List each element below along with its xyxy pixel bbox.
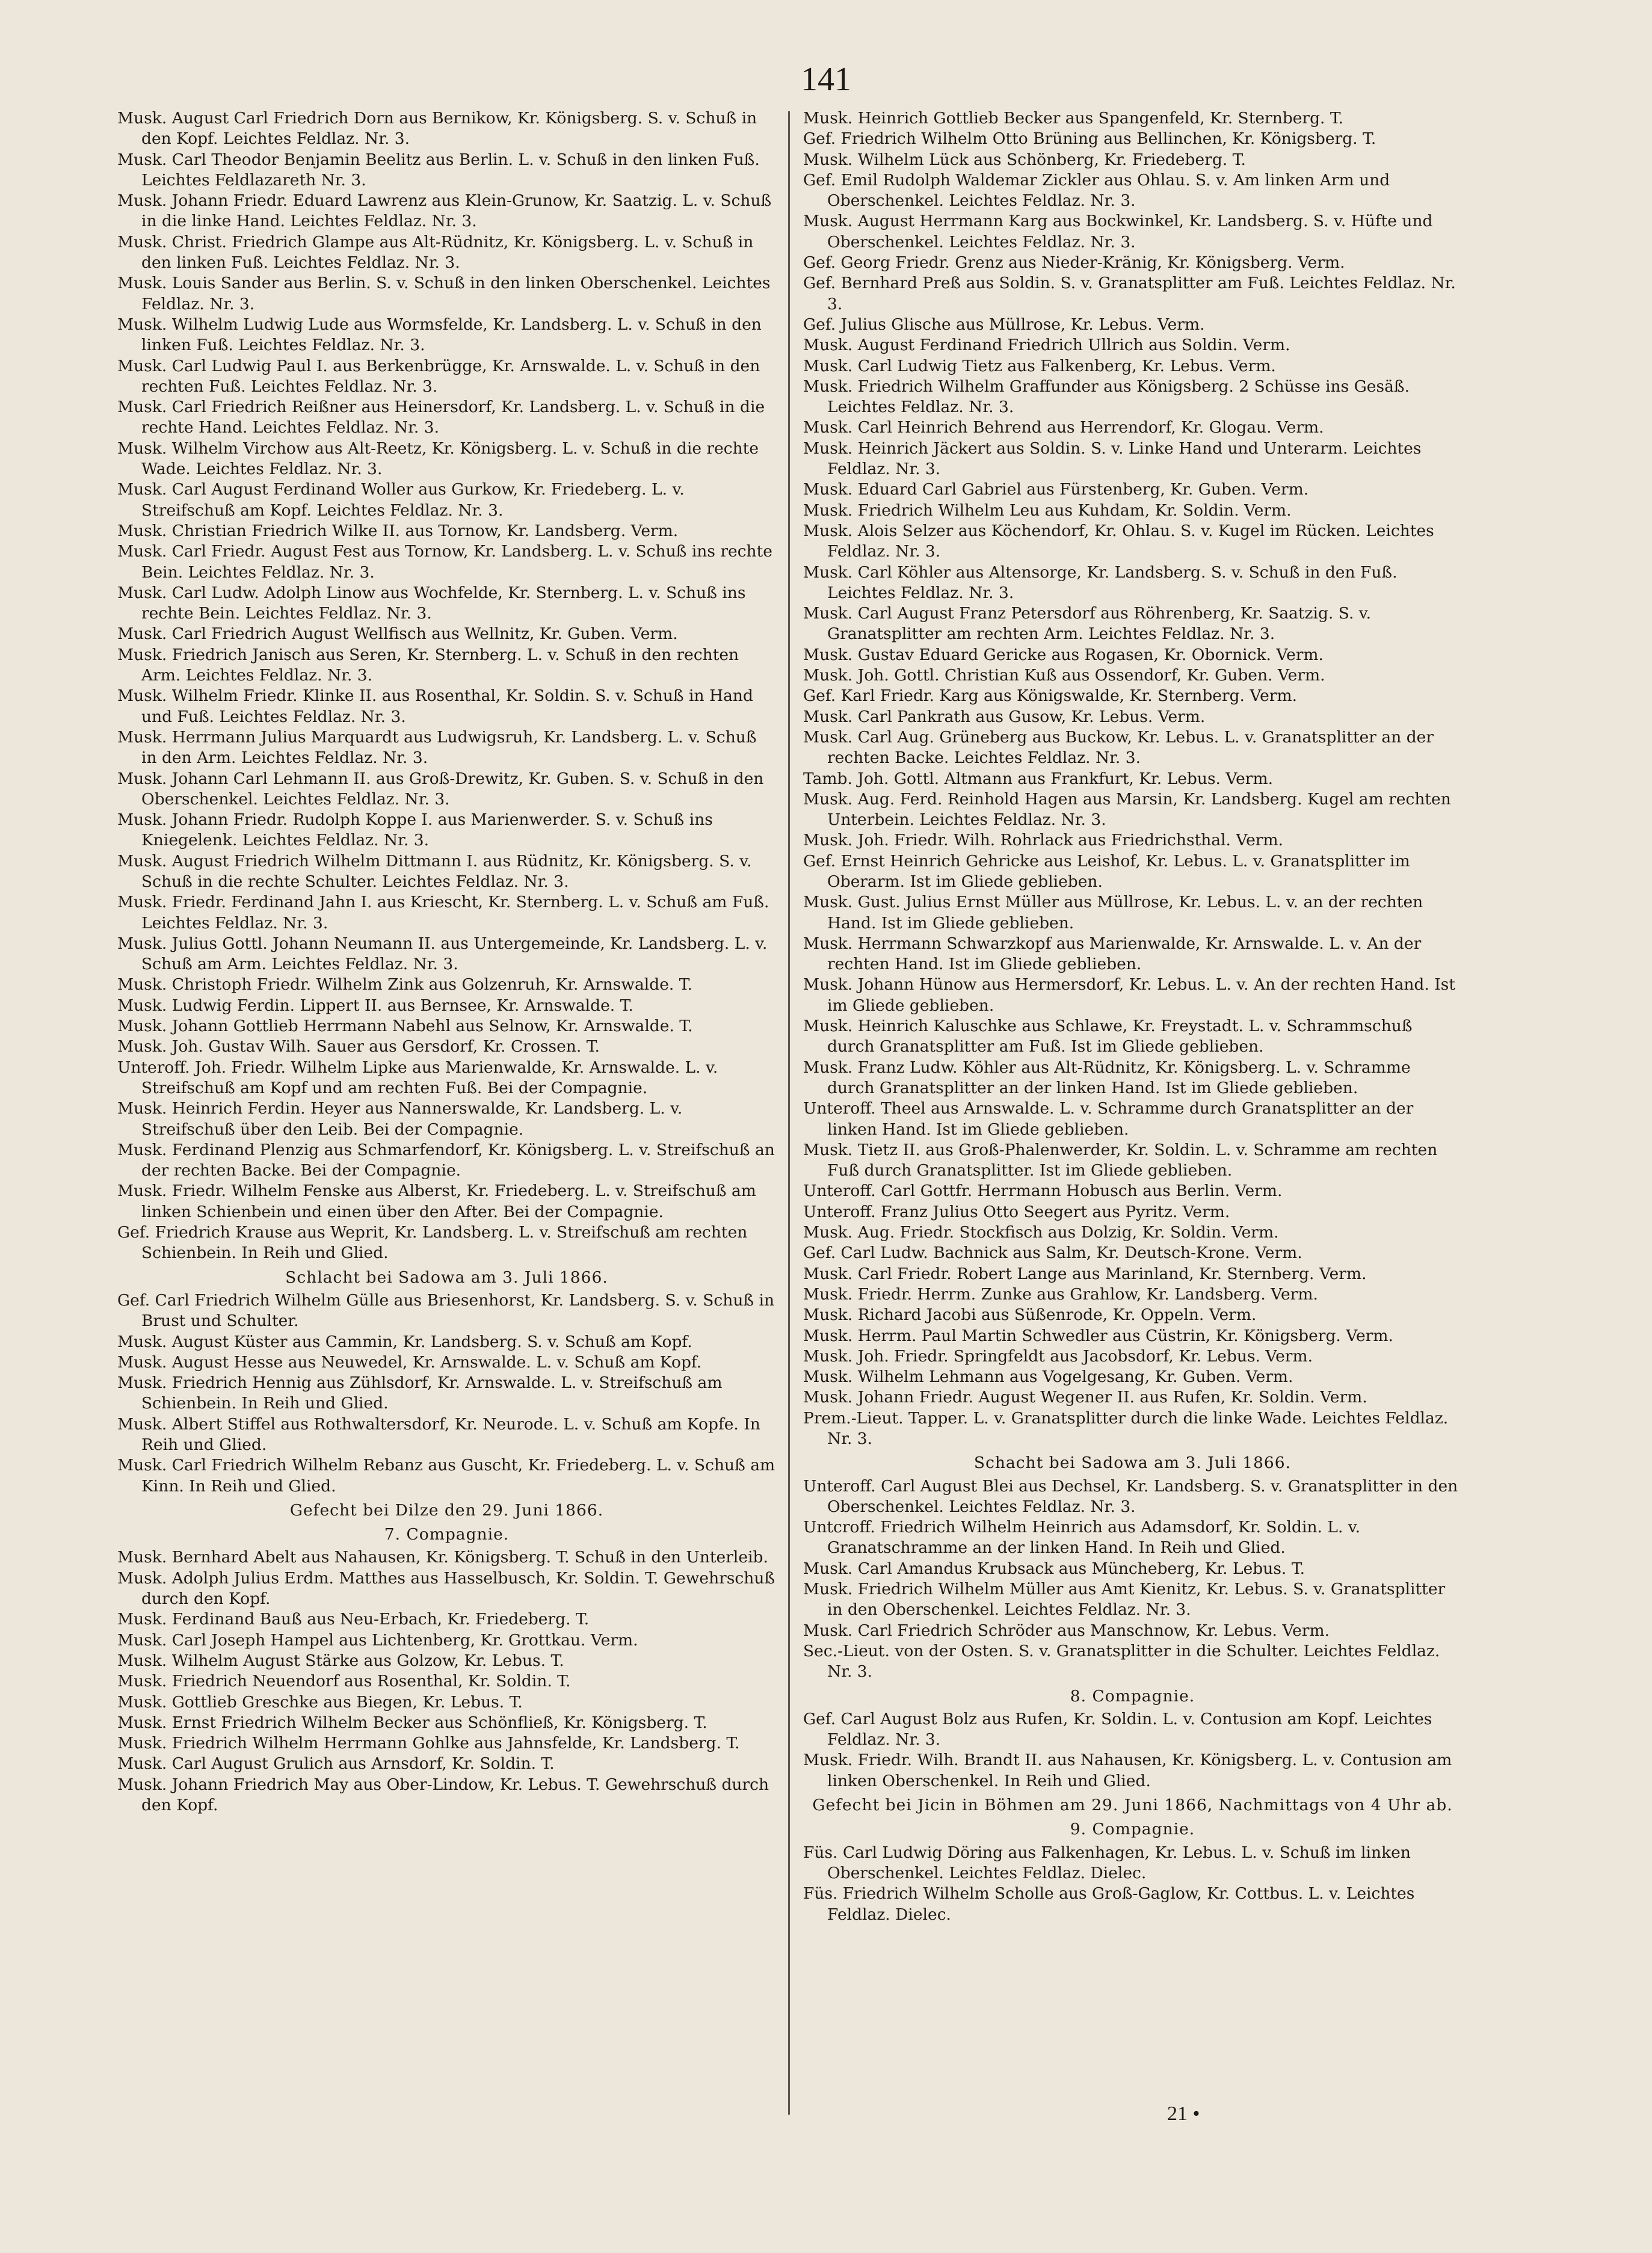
casualty-entry: Musk. Carl August Grulich aus Arnsdorf, Kr. Soldin. T.: [117, 1754, 555, 1774]
casualty-entry: Sec.-Lieut. von der Osten. S. v. Granatsplitter in die Schulter. Leichtes Feldlaz. Nr. 3.: [803, 1641, 1440, 1681]
casualty-entry: Musk. Franz Ludw. Köhler aus Alt-Rüdnitz, Kr. Königsberg. L. v. Schramme durch Granatsplitter an der linken Hand. Ist im Gliede geblieben.: [803, 1058, 1411, 1097]
casualty-entry: Gef. Julius Glische aus Müllrose, Kr. Lebus. Verm.: [803, 315, 1205, 334]
casualty-entry: Musk. Carl Aug. Grüneberg aus Buckow, Kr. Lebus. L. v. Granatsplitter an der rechten Backe. Leichtes Feldlaz. Nr. 3.: [803, 727, 1434, 768]
casualty-entry: Musk. Friedrich Hennig aus Zühlsdorf, Kr. Arnswalde. L. v. Streifschuß am Schienbein. In Reih und Glied.: [117, 1373, 723, 1413]
section-heading: 7. Compagnie.: [384, 1525, 510, 1544]
casualty-entry: Musk. August Friedrich Wilhelm Dittmann I. aus Rüdnitz, Kr. Königsberg. S. v. Schuß in die rechte Schulter. Leichtes Feldlaz. Nr. 3.: [117, 851, 752, 891]
casualty-entry: Gef. Ernst Heinrich Gehricke aus Leishof, Kr. Lebus. L. v. Granatsplitter im Oberarm. Ist im Gliede geblieben.: [803, 851, 1410, 891]
section-heading: 9. Compagnie.: [1070, 1820, 1195, 1839]
casualty-entry: Musk. Ferdinand Plenzig aus Schmarfendorf, Kr. Königsberg. L. v. Streifschuß an der rechten Backe. Bei der Compagnie.: [117, 1140, 775, 1180]
casualty-entry: Untcroff. Friedrich Wilhelm Heinrich aus Adamsdorf, Kr. Soldin. L. v. Granatschramme an der linken Hand. In Reih und Glied.: [803, 1518, 1361, 1558]
casualty-entry: Musk. Tietz II. aus Groß-Phalenwerder, Kr. Soldin. L. v. Schramme am rechten Fuß durch Granatsplitter. Ist im Gliede geblieben.: [803, 1140, 1438, 1180]
casualty-entry: Musk. Friedr. Wilh. Brandt II. aus Nahausen, Kr. Königsberg. L. v. Contusion am linken Oberschenkel. In Reih und Glied.: [803, 1751, 1452, 1790]
casualty-entry: Musk. Julius Gottl. Johann Neumann II. aus Untergemeinde, Kr. Landsberg. L. v. Schuß am Arm. Leichtes Feldlaz. Nr. 3.: [117, 934, 768, 974]
casualty-entry: Musk. Carl Joseph Hampel aus Lichtenberg, Kr. Grottkau. Verm.: [117, 1630, 638, 1650]
casualty-entry: Musk. Ernst Friedrich Wilhelm Becker aus Schönfließ, Kr. Königsberg. T.: [117, 1713, 707, 1732]
casualty-entry: Füs. Friedrich Wilhelm Scholle aus Groß-Gaglow, Kr. Cottbus. L. v. Leichtes Feldlaz. Dielec.: [803, 1884, 1415, 1924]
casualty-entry: Musk. Herrmann Julius Marquardt aus Ludwigsruh, Kr. Landsberg. L. v. Schuß in den Arm. Leichtes Feldlaz. Nr. 3.: [117, 727, 757, 768]
page-number: 141: [801, 61, 851, 98]
casualty-entry: Musk. Friedrich Neuendorf aus Rosenthal, Kr. Soldin. T.: [117, 1672, 571, 1691]
casualty-entry: Musk. Adolph Julius Erdm. Matthes aus Hasselbusch, Kr. Soldin. T. Gewehrschuß durch den Kopf.: [117, 1568, 775, 1609]
casualty-entry: Musk. Carl Friedr. Robert Lange aus Marinland, Kr. Sternberg. Verm.: [803, 1264, 1367, 1283]
casualty-entry: Unteroff. Carl Gottfr. Herrmann Hobusch aus Berlin. Verm.: [803, 1182, 1283, 1201]
casualty-entry: Musk. Carl Friedrich Reißner aus Heinersdorf, Kr. Landsberg. L. v. Schuß in die rechte Hand. Leichtes Feldlaz. Nr. 3.: [117, 398, 765, 437]
casualty-entry: Musk. Carl Ludw. Adolph Linow aus Wochfelde, Kr. Sternberg. L. v. Schuß ins rechte Bein. Leichtes Feldlaz. Nr. 3.: [117, 583, 746, 623]
casualty-entry: Musk. Joh. Friedr. Wilh. Rohrlack aus Friedrichsthal. Verm.: [803, 831, 1284, 850]
casualty-entry: Musk. Louis Sander aus Berlin. S. v. Schuß in den linken Oberschenkel. Leichtes Feldlaz. Nr. 3.: [117, 274, 771, 313]
casualty-entry: Gef. Carl Ludw. Bachnick aus Salm, Kr. Deutsch-Krone. Verm.: [803, 1244, 1302, 1263]
casualty-entry: Musk. Friedrich Wilhelm Müller aus Amt Kienitz, Kr. Lebus. S. v. Granatsplitter in den Oberschenkel. Leichtes Feldlaz. Nr. 3.: [803, 1580, 1446, 1620]
casualty-entry: Musk. Friedrich Wilhelm Leu aus Kuhdam, Kr. Soldin. Verm.: [803, 501, 1292, 520]
casualty-entry: Musk. Aug. Friedr. Stockfisch aus Dolzig, Kr. Soldin. Verm.: [803, 1223, 1279, 1242]
casualty-entry: Musk. Johann Carl Lehmann II. aus Groß-Drewitz, Kr. Guben. S. v. Schuß in den Oberschenkel. Leichtes Feldlaz. Nr. 3.: [117, 769, 764, 809]
casualty-entry: Musk. Gottlieb Greschke aus Biegen, Kr. Lebus. T.: [117, 1692, 523, 1712]
section-heading: Gefecht bei Jicin in Böhmen am 29. Juni 1866, Nachmittags von 4 Uhr ab.: [812, 1796, 1453, 1815]
casualty-entry: Musk. Gust. Julius Ernst Müller aus Müllrose, Kr. Lebus. L. v. an der rechten Hand. Ist im Gliede geblieben.: [803, 893, 1423, 932]
casualty-entry: Musk. Heinrich Ferdin. Heyer aus Nannerswalde, Kr. Landsberg. L. v. Streifschuß über den Leib. Bei der Compagnie.: [117, 1099, 683, 1139]
casualty-entry: Musk. Christoph Friedr. Wilhelm Zink aus Golzenruh, Kr. Arnswalde. T.: [117, 975, 692, 994]
casualty-entry: Musk. Johann Hünow aus Hermersdorf, Kr. Lebus. L. v. An der rechten Hand. Ist im Gliede geblieben.: [803, 975, 1455, 1015]
right-column: [803, 108, 1462, 1925]
casualty-entry: Musk. Carl Heinrich Behrend aus Herrendorf, Kr. Glogau. Verm.: [803, 418, 1324, 437]
casualty-entry: Musk. Carl August Franz Petersdorf aus Röhrenberg, Kr. Saatzig. S. v. Granatsplitter am rechten Arm. Leichtes Feldlaz. Nr. 3.: [803, 604, 1372, 644]
casualty-entry: Musk. Alois Selzer aus Köchendorf, Kr. Ohlau. S. v. Kugel im Rücken. Leichtes Feldlaz. Nr. 3.: [803, 521, 1434, 561]
casualty-entry: Musk. Carl Pankrath aus Gusow, Kr. Lebus. Verm.: [803, 707, 1206, 726]
casualty-entry: Musk. Wilhelm August Stärke aus Golzow, Kr. Lebus. T.: [117, 1651, 564, 1670]
casualty-entry: Musk. Carl Theodor Benjamin Beelitz aus Berlin. L. v. Schuß in den linken Fuß. Leichtes Feldlazareth Nr. 3.: [117, 150, 760, 190]
casualty-entry: Musk. Johann Friedr. Eduard Lawrenz aus Klein-Grunow, Kr. Saatzig. L. v. Schuß in die linke Hand. Leichtes Feldlaz. Nr. 3.: [117, 191, 772, 231]
casualty-entry: Musk. Joh. Friedr. Springfeldt aus Jacobsdorf, Kr. Lebus. Verm.: [803, 1346, 1313, 1366]
casualty-entry: Musk. Carl Amandus Krubsack aus Müncheberg, Kr. Lebus. T.: [803, 1559, 1305, 1578]
casualty-entry: Musk. August Küster aus Cammin, Kr. Landsberg. S. v. Schuß am Kopf.: [117, 1332, 692, 1351]
casualty-entry: Musk. Friedr. Wilhelm Fenske aus Alberst, Kr. Friedeberg. L. v. Streifschuß am linken Schienbein und einen über den After. Bei der Compagnie.: [117, 1182, 756, 1221]
casualty-entry: Musk. Eduard Carl Gabriel aus Fürstenberg, Kr. Guben. Verm.: [803, 480, 1309, 499]
column-divider: [788, 111, 790, 2115]
casualty-entry: Unteroff. Carl August Blei aus Dechsel, Kr. Landsberg. S. v. Granatsplitter in den Oberschenkel. Leichtes Feldlaz. Nr. 3.: [803, 1476, 1458, 1516]
casualty-entry: Tamb. Joh. Gottl. Altmann aus Frankfurt, Kr. Lebus. Verm.: [803, 769, 1274, 788]
casualty-entry: Füs. Carl Ludwig Döring aus Falkenhagen, Kr. Lebus. L. v. Schuß im linken Oberschenkel. Leichtes Feldlaz. Dielec.: [803, 1843, 1411, 1882]
casualty-entry: Musk. Carl Ludwig Tietz aus Falkenberg, Kr. Lebus. Verm.: [803, 356, 1276, 375]
casualty-entry: Musk. Herrm. Paul Martin Schwedler aus Cüstrin, Kr. Königsberg. Verm.: [803, 1326, 1393, 1345]
casualty-entry: Musk. Carl August Ferdinand Woller aus Gurkow, Kr. Friedeberg. L. v. Streifschuß am Kopf. Leichtes Feldlaz. Nr. 3.: [117, 480, 685, 520]
casualty-entry: Musk. Wilhelm Lück aus Schönberg, Kr. Friedeberg. T.: [803, 150, 1246, 169]
casualty-entry: Musk. August Carl Friedrich Dorn aus Bernikow, Kr. Königsberg. S. v. Schuß in den Kopf. Leichtes Feldlaz. Nr. 3.: [117, 109, 757, 149]
casualty-entry: Musk. Ludwig Ferdin. Lippert II. aus Bernsee, Kr. Arnswalde. T.: [117, 996, 633, 1015]
casualty-entry: Gef. Friedrich Wilhelm Otto Brüning aus Bellinchen, Kr. Königsberg. T.: [803, 129, 1376, 149]
casualty-entry: Musk. Bernhard Abelt aus Nahausen, Kr. Königsberg. T. Schuß in den Unterleib.: [117, 1548, 768, 1567]
casualty-entry: Musk. August Hesse aus Neuwedel, Kr. Arnswalde. L. v. Schuß am Kopf.: [117, 1352, 702, 1372]
casualty-entry: Gef. Bernhard Preß aus Soldin. S. v. Granatsplitter am Fuß. Leichtes Feldlaz. Nr. 3.: [803, 274, 1456, 313]
casualty-entry: Musk. Aug. Ferd. Reinhold Hagen aus Marsin, Kr. Landsberg. Kugel am rechten Unterbein. Leichtes Feldlaz. Nr. 3.: [803, 789, 1451, 830]
casualty-entry: Musk. Carl Friedrich Schröder aus Manschnow, Kr. Lebus. Verm.: [803, 1621, 1330, 1640]
casualty-entry: Musk. Johann Gottlieb Herrmann Nabehl aus Selnow, Kr. Arnswalde. T.: [117, 1017, 693, 1036]
casualty-entry: Musk. Wilhelm Friedr. Klinke II. aus Rosenthal, Kr. Soldin. S. v. Schuß in Hand und Fuß. Leichtes Feldlaz. Nr. 3.: [117, 686, 753, 726]
casualty-entry: Musk. Wilhelm Lehmann aus Vogelgesang, Kr. Guben. Verm.: [803, 1367, 1293, 1387]
signature-mark: 21 •: [1167, 2103, 1200, 2125]
casualty-entry: Gef. Karl Friedr. Karg aus Königswalde, Kr. Sternberg. Verm.: [803, 686, 1297, 706]
casualty-entry: Unteroff. Theel aus Arnswalde. L. v. Schramme durch Granatsplitter an der linken Hand. Ist im Gliede geblieben.: [803, 1099, 1414, 1139]
casualty-entry: Musk. Friedr. Ferdinand Jahn I. aus Kriescht, Kr. Sternberg. L. v. Schuß am Fuß. Leichtes Feldlaz. Nr. 3.: [117, 893, 769, 932]
casualty-entry: Musk. Albert Stiffel aus Rothwaltersdorf, Kr. Neurode. L. v. Schuß am Kopfe. In Reih und Glied.: [117, 1414, 760, 1454]
left-column: [117, 108, 776, 1816]
casualty-entry: Musk. Friedr. Herrm. Zunke aus Grahlow, Kr. Landsberg. Verm.: [803, 1284, 1318, 1304]
casualty-entry: Musk. Wilhelm Ludwig Lude aus Wormsfelde, Kr. Landsberg. L. v. Schuß in den linken Fuß. Leichtes Feldlaz. Nr. 3.: [117, 315, 762, 355]
casualty-entry: Musk. Friedrich Wilhelm Graffunder aus Königsberg. 2 Schüsse ins Gesäß. Leichtes Feldlaz. Nr. 3.: [803, 377, 1410, 417]
section-heading: Schlacht bei Sadowa am 3. Juli 1866.: [285, 1268, 608, 1287]
casualty-entry: Musk. Joh. Gustav Wilh. Sauer aus Gersdorf, Kr. Crossen. T.: [117, 1037, 600, 1056]
casualty-entry: Gef. Carl August Bolz aus Rufen, Kr. Soldin. L. v. Contusion am Kopf. Leichtes Feldlaz. Nr. 3.: [803, 1709, 1432, 1749]
casualty-entry: Musk. Herrmann Schwarzkopf aus Marienwalde, Kr. Arnswalde. L. v. An der rechten Hand. Ist im Gliede geblieben.: [803, 934, 1422, 974]
casualty-entry: Gef. Friedrich Krause aus Weprit, Kr. Landsberg. L. v. Streifschuß am rechten Schienbein. In Reih und Glied.: [117, 1223, 748, 1263]
casualty-entry: Gef. Emil Rudolph Waldemar Zickler aus Ohlau. S. v. Am linken Arm und Oberschenkel. Leichtes Feldlaz. Nr. 3.: [803, 170, 1390, 211]
casualty-entry: Musk. Friedrich Janisch aus Seren, Kr. Sternberg. L. v. Schuß in den rechten Arm. Leichtes Feldlaz. Nr. 3.: [117, 645, 739, 685]
casualty-entry: Musk. Carl Ludwig Paul I. aus Berkenbrügge, Kr. Arnswalde. L. v. Schuß in den rechten Fuß. Leichtes Feldlaz. Nr. 3.: [117, 356, 760, 396]
casualty-entry: Musk. Johann Friedrich May aus Ober-Lindow, Kr. Lebus. T. Gewehrschuß durch den Kopf.: [117, 1775, 769, 1815]
casualty-entry: Musk. August Ferdinand Friedrich Ullrich aus Soldin. Verm.: [803, 336, 1290, 355]
section-heading: Schacht bei Sadowa am 3. Juli 1866.: [973, 1453, 1292, 1473]
casualty-entry: Musk. Heinrich Jäckert aus Soldin. S. v. Linke Hand und Unterarm. Leichtes Feldlaz. Nr. 3.: [803, 439, 1422, 479]
casualty-entry: Musk. Richard Jacobi aus Süßenrode, Kr. Oppeln. Verm.: [803, 1305, 1257, 1325]
casualty-entry: Musk. Heinrich Gottlieb Becker aus Spangenfeld, Kr. Sternberg. T.: [803, 109, 1344, 128]
section-heading: 8. Compagnie.: [1070, 1686, 1195, 1706]
casualty-entry: Musk. Joh. Gottl. Christian Kuß aus Ossendorf, Kr. Guben. Verm.: [803, 666, 1325, 685]
casualty-entry: Musk. Carl Friedrich August Wellfisch aus Wellnitz, Kr. Guben. Verm.: [117, 624, 678, 644]
section-heading: Gefecht bei Dilze den 29. Juni 1866.: [289, 1500, 604, 1520]
casualty-entry: Musk. Christ. Friedrich Glampe aus Alt-Rüdnitz, Kr. Königsberg. L. v. Schuß in den linken Fuß. Leichtes Feldlaz. Nr. 3.: [117, 232, 754, 273]
casualty-entry: Musk. August Herrmann Karg aus Bockwinkel, Kr. Landsberg. S. v. Hüfte und Oberschenkel. Leichtes Feldlaz. Nr. 3.: [803, 212, 1433, 251]
casualty-entry: Prem.-Lieut. Tapper. L. v. Granatsplitter durch die linke Wade. Leichtes Feldlaz. Nr. 3.: [803, 1408, 1449, 1448]
casualty-entry: Musk. Johann Friedr. Rudolph Koppe I. aus Marienwerder. S. v. Schuß ins Kniegelenk. Leichtes Feldlaz. Nr. 3.: [117, 810, 713, 850]
casualty-entry: Musk. Carl Friedrich Wilhelm Rebanz aus Guscht, Kr. Friedeberg. L. v. Schuß am Kinn. In Reih und Glied.: [117, 1456, 775, 1496]
casualty-entry: Musk. Johann Friedr. August Wegener II. aus Rufen, Kr. Soldin. Verm.: [803, 1388, 1367, 1407]
casualty-entry: Musk. Carl Friedr. August Fest aus Tornow, Kr. Landsberg. L. v. Schuß ins rechte Bein. Leichtes Feldlaz. Nr. 3.: [117, 542, 772, 582]
casualty-entry: Musk. Heinrich Kaluschke aus Schlawe, Kr. Freystadt. L. v. Schrammschuß durch Granatsplitter am Fuß. Ist im Gliede geblieben.: [803, 1017, 1413, 1056]
casualty-entry: Unteroff. Franz Julius Otto Seegert aus Pyritz. Verm.: [803, 1202, 1230, 1221]
casualty-entry: Gef. Georg Friedr. Grenz aus Nieder-Kränig, Kr. Königsberg. Verm.: [803, 253, 1345, 273]
casualty-entry: Musk. Wilhelm Virchow aus Alt-Reetz, Kr. Königsberg. L. v. Schuß in die rechte Wade. Leichtes Feldlaz. Nr. 3.: [117, 439, 759, 479]
casualty-entry: Musk. Gustav Eduard Gericke aus Rogasen, Kr. Obornick. Verm.: [803, 645, 1324, 664]
casualty-entry: Musk. Carl Köhler aus Altensorge, Kr. Landsberg. S. v. Schuß in den Fuß. Leichtes Feldlaz. Nr. 3.: [803, 562, 1398, 602]
casualty-entry: Musk. Christian Friedrich Wilke II. aus Tornow, Kr. Landsberg. Verm.: [117, 521, 679, 540]
casualty-entry: Unteroff. Joh. Friedr. Wilhelm Lipke aus Marienwalde, Kr. Arnswalde. L. v. Streifschuß am Kopf und am rechten Fuß. Bei der Compagnie.: [117, 1058, 718, 1097]
casualty-entry: Musk. Ferdinand Bauß aus Neu-Erbach, Kr. Friedeberg. T.: [117, 1610, 590, 1629]
casualty-entry: Musk. Friedrich Wilhelm Herrmann Gohlke aus Jahnsfelde, Kr. Landsberg. T.: [117, 1734, 740, 1753]
casualty-entry: Gef. Carl Friedrich Wilhelm Gülle aus Briesenhorst, Kr. Landsberg. S. v. Schuß in Brust und Schulter.: [117, 1290, 775, 1331]
